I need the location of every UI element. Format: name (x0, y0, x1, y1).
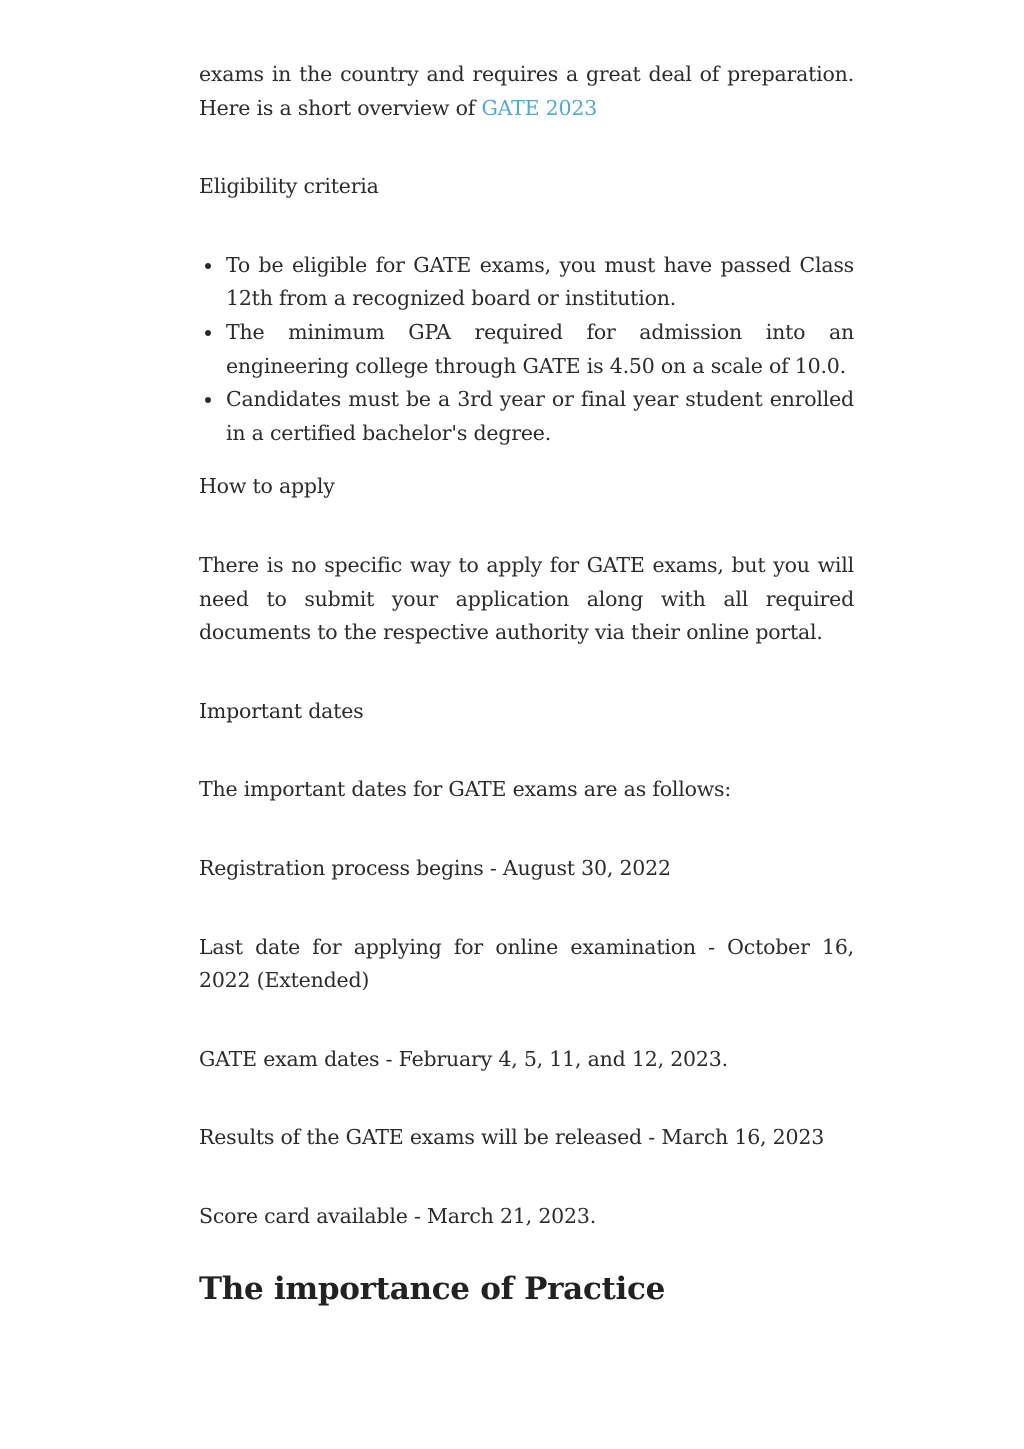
apply-paragraph: There is no specific way to apply for GATE exams, but you will need to submit your application along with all required documents to the respective authority via their online portal. (199, 552, 854, 645)
date-item: GATE exam dates - February 4, 5, 11, and 12, 2023. (199, 1046, 728, 1071)
date-item: Results of the GATE exams will be released - March 16, 2023 (199, 1125, 825, 1150)
eligibility-heading: Eligibility criteria (199, 174, 379, 199)
dates-intro: The important dates for GATE exams are as follows: (199, 777, 732, 802)
apply-heading: How to apply (199, 474, 335, 499)
date-item: Score card available - March 21, 2023. (199, 1203, 597, 1228)
list-item: To be eligible for GATE exams, you must have passed Class 12th from a recognized board or institution. (226, 249, 854, 316)
intro-text: exams in the country and requires a great deal of preparation. Here is a short overview of (199, 62, 854, 120)
date-item: Registration process begins - August 30, 2022 (199, 855, 671, 880)
gate-2023-link[interactable]: GATE 2023 (481, 95, 598, 120)
dates-heading: Important dates (199, 698, 364, 723)
intro-paragraph (199, 58, 854, 125)
list-item: The minimum GPA required for admission into an engineering college through GATE is 4.50 on a scale of 10.0. (226, 316, 854, 383)
article-body (199, 58, 854, 1309)
section-heading: The importance of Practice (199, 1271, 666, 1308)
date-item: Last date for applying for online examination - October 16, 2022 (Extended) (199, 934, 854, 993)
eligibility-list (199, 249, 854, 451)
list-item: Candidates must be a 3rd year or final year student enrolled in a certified bachelor's degree. (226, 383, 854, 450)
